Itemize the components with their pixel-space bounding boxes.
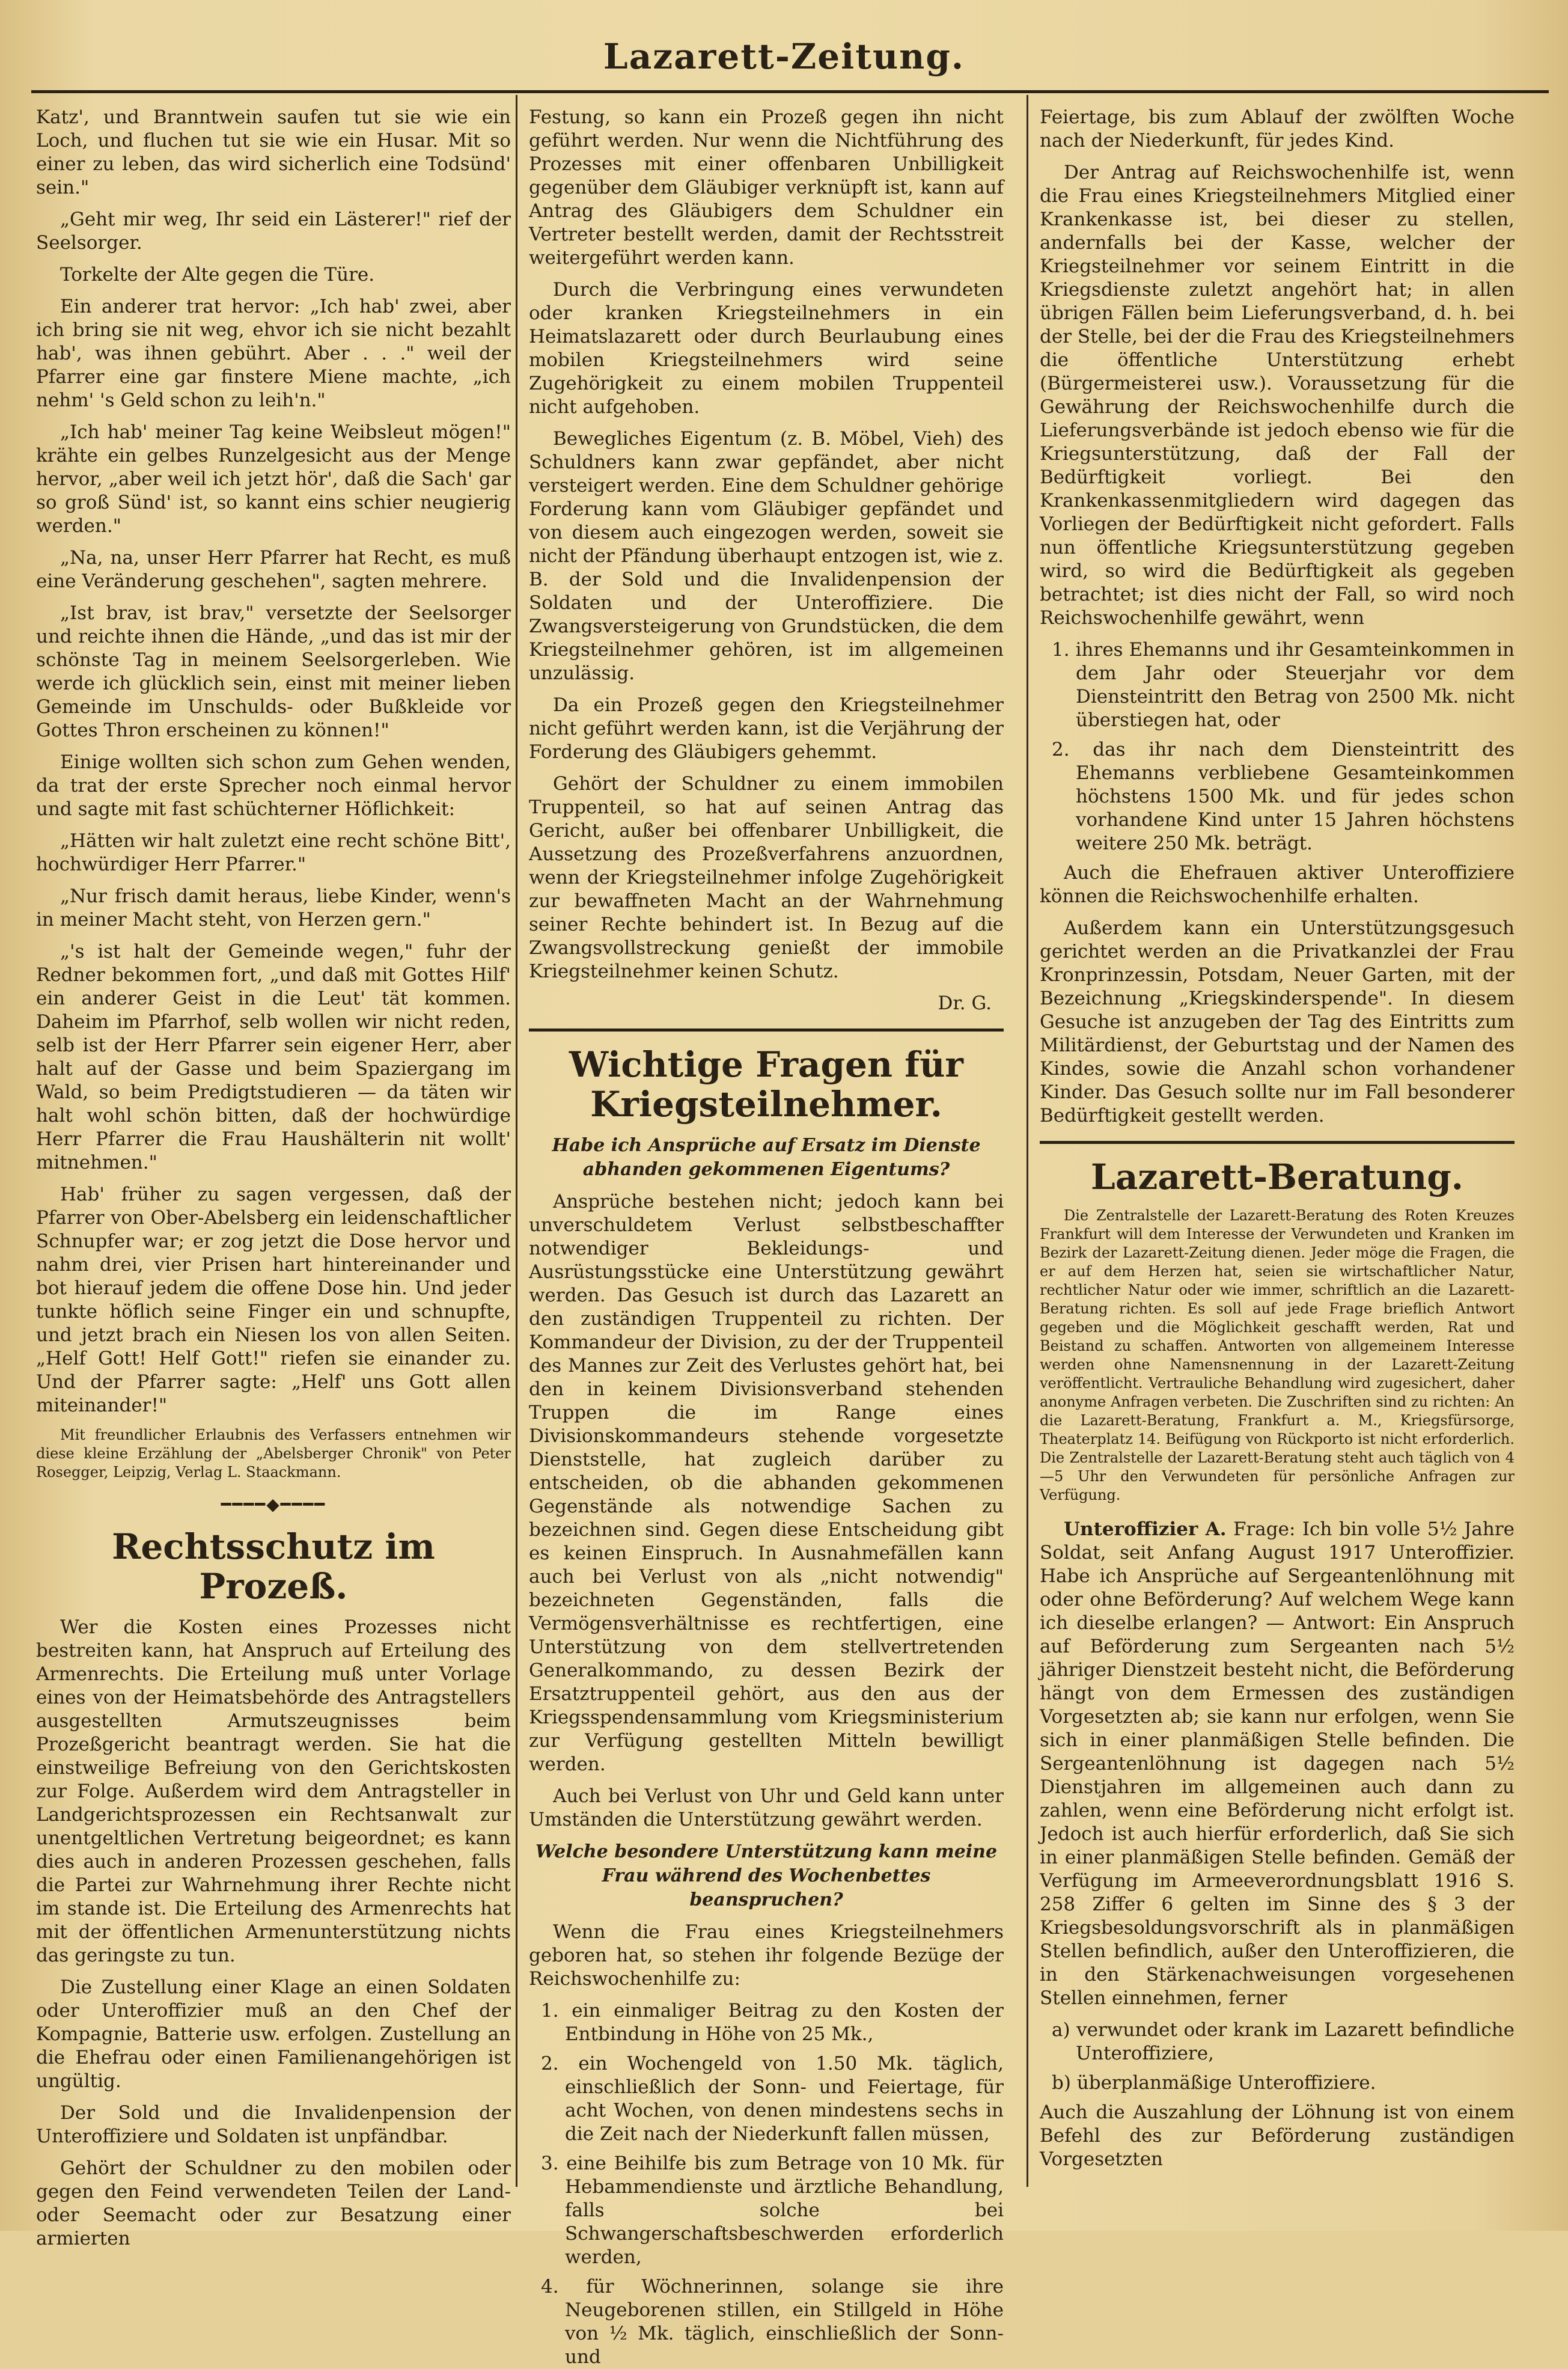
story-paragraph: „Na, na, unser Herr Pfarrer hat Recht, es muß eine Veränderung geschehen", sagten mehrere. (36, 547, 511, 592)
article-paragraph: Festung, so kann ein Prozeß gegen ihn nicht geführt werden. Nur wenn die Nichtführung des Prozesses mit einer offenbaren Unbilligkeit gegenüber dem Gläubiger verknüpft ist, kann auf Antrag des Gläubigers dem Schuldner ein Vertreter bestellt werden, damit der Rechtsstreit weitergeführt werden kann. (529, 106, 1004, 269)
question-answer: Frage: Ich bin volle 5½ Jahre Soldat, seit Anfang August 1917 Unteroffizier. Habe ich Ansprüche auf Sergeantenlöhnung mit oder ohne Beförderung? Auf welchem Wege kann ich dieselbe erlangen? — Antwort: Ein Anspruch auf Beförderung zum Sergeanten nach 5½ jähriger Dienstzeit besteht nicht, die Beförderung hängt von dem Ermessen des zuständigen Vorgesetzten ab; sie kann nur erfolgen, wenn Sie sich in einer planmäßigen Stelle befinden. Die Sergeantenlöhnung ist dagegen nach 5½ Dienstjahren im allgemeinen auch dann zu zahlen, wenn eine Beförderung nicht erfolgt ist. Jedoch ist auch hierfür erforderlich, daß Sie sich in einer planmäßigen Stelle befinden. Gemäß der Verfügung im Armeeverordnungsblatt 1916 S. 258 Ziffer 6 gelten im Sinne des § 3 der Kriegsbesoldungsvorschrift als in planmäßigen Stellen befindlich, außer den Unteroffizieren, die in den Stärkenachweisungen vorgesehenen Stellen einnehmen, ferner (1040, 1518, 1515, 2009)
article-paragraph: Feiertage, bis zum Ablauf der zwölften Woche nach der Niederkunft, für jedes Kind. (1040, 106, 1515, 151)
list-item: 3. eine Beihilfe bis zum Betrage von 10 Mk. für Hebammendienste und ärztliche Behandlung, falls solche bei Schwangerschaftsbeschwerden erforderlich werden, (541, 2153, 1004, 2268)
article-paragraph: Auch die Ehefrauen aktiver Unteroffiziere können die Reichswochenhilfe erhalten. (1040, 862, 1515, 907)
question-heading: Habe ich Ansprüche auf Ersatz im Dienste abhanden gekommenen Eigentums? (552, 1135, 981, 1180)
column-1 (36, 106, 511, 2249)
article-paragraph: Der Sold und die Invalidenpension der Unteroffiziere und Soldaten ist unpfändbar. (36, 2102, 511, 2147)
article-paragraph: Außerdem kann ein Unterstützungsgesuch gerichtet werden an die Privatkanzlei der Frau Kronprinzessin, Potsdam, Neuer Garten, mit der Bezeichnung „Kriegskinderspende". In diesem Gesuche ist anzugeben der Tag des Eintritts zum Militärdienst, der Geburtstag und der Namen des Kindes, sowie die Anzahl schon vorhandener Kinder. Das Gesuch sollte nur im Fall besonderer Bedürftigkeit gestellt werden. (1040, 917, 1515, 1126)
list-item: 2. ein Wochengeld von 1.50 Mk. täglich, einschließlich der Sonn- und Feiertage, für acht Wochen, von denen mindestens sechs in die Zeit nach der Niederkunft fallen müssen, (541, 2053, 1004, 2145)
story-paragraph: Einige wollten sich schon zum Gehen wenden, da trat der erste Sprecher noch einmal hervor und sagte mit fast schüchterner Höflichkeit: (36, 751, 511, 820)
article-paragraph: Gehört der Schuldner zu den mobilen oder gegen den Feind verwendeten Teilen der Land- oder Seemacht oder zur Besatzung einer armierten (36, 2157, 511, 2249)
list-item: 1. ihres Ehemanns und ihr Gesamteinkommen in dem Jahr oder Steuerjahr vor dem Diensteintritt den Betrag von 2500 Mk. nicht überstiegen hat, oder (1052, 639, 1515, 731)
article-paragraph: Auch die Auszahlung der Löhnung ist von einem Befehl des zur Beförderung zuständigen Vorgesetzten (1040, 2102, 1515, 2170)
story-paragraph: Torkelte der Alte gegen die Türe. (60, 264, 375, 286)
story-paragraph: „'s ist halt der Gemeinde wegen," fuhr der Redner bekommen fort, „und daß mit Gottes Hilf' ein anderer Geist in die Leut' tät kommen. Daheim im Pfarrhof, selb wollen wir nicht reden, selb ist der Herr Pfarrer sein eigener Herr, aber halt auf der Gasse und beim Spaziergang im Wald, so beim Predigtstudieren — da täten wir halt wohl schön bitten, daß der hochwürdige Herr Pfarrer die Frau Haushälterin nit wollt' mitnehmen." (36, 941, 511, 1173)
list-item: 2. das ihr nach dem Diensteintritt des Ehemanns verbliebene Gesamteinkommen höchstens 1500 Mk. und für jedes schon vorhandene Kind unter 15 Jahren höchstens weitere 250 Mk. beträgt. (1052, 739, 1515, 854)
question-heading: Welche besondere Unterstützung kann meine Frau während des Wochenbettes beanspruchen? (535, 1841, 998, 1910)
answer-paragraph: Auch bei Verlust von Uhr und Geld kann unter Umständen die Unterstützung gewährt werden. (529, 1785, 1004, 1830)
beratung-notice: Die Zentralstelle der Lazarett-Beratung des Roten Kreuzes Frankfurt will dem Interesse der Verwundeten und Kranken im Bezirk der Lazarett-Zeitung dienen. Jeder möge die Fragen, die er auf dem Herzen hat, seien sie wirtschaftlicher Natur, rechtlicher Natur oder wie immer, schriftlich an die Lazarett-Beratung richten. Es soll auf jede Frage brieflich Antwort gegeben und die Möglichkeit geschafft werden, Rat und Beistand zu schaffen. Antworten von allgemeinem Interesse werden ohne Namensnennung in der Lazarett-Zeitung veröffentlicht. Vertrauliche Behandlung wird zugesichert, daher anonyme Anfragen verbeten. Die Zuschriften sind zu richten: An die Lazarett-Beratung, Frankfurt a. M., Kriegsfürsorge, Theaterplatz 14. Beifügung von Rückporto ist nicht erforderlich. Die Zentralstelle der Lazarett-Beratung steht auch täglich von 4—5 Uhr den Verwundeten für persönliche Anfragen zur Verfügung. (1040, 1207, 1515, 1503)
story-paragraph: Ein anderer trat hervor: „Ich hab' zwei, aber ich bring sie nit weg, ehvor ich sie nicht bezahlt hab', was ihnen gebührt. Aber . . ." weil der Pfarrer eine gar finstere Miene machte, „ich nehm' 's Geld schon zu leih'n." (36, 296, 511, 411)
answer-paragraph: Ansprüche bestehen nicht; jedoch kann bei unverschuldetem Verlust selbstbeschaffter notwendiger Bekleidungs- und Ausrüstungsstücke eine Unterstützung gewährt werden. Das Gesuch ist durch das Lazarett an den zuständigen Truppenteil zu richten. Der Kommandeur der Division, zu der der Truppenteil des Mannes zur Zeit des Verlustes gehört hat, bei den in keinem Divisionsverband stehenden Truppen die im Range eines Divisionskommandeurs stehende vorgesetzte Dienststelle, hat zugleich darüber zu entscheiden, ob die abhanden gekommenen Gegenstände als notwendige Sachen zu bezeichnen sind. Gegen diese Entscheidung gibt es keinen Einspruch. In Ausnahmefällen kann auch bei Verlust von als „nicht notwendig" bezeichneten Gegenständen, falls die Vermögensverhältnisse es rechtfertigen, eine Unterstützung von dem stellvertretenden Generalkommando, zu dessen Bezirk der Ersatztruppenteil gehört, aus den aus der Kriegsspendensammlung vom Kriegsministerium zur Verfügung gestellten Mitteln bewilligt werden. (529, 1191, 1004, 1775)
article-paragraph: Gehört der Schuldner zu einem immobilen Truppenteil, so hat auf seinen Antrag das Gericht, außer bei offenbarer Unbilligkeit, die Aussetzung des Prozeßverfahrens anzuordnen, wenn der Kriegsteilnehmer infolge Zugehörigkeit zur bewaffneten Macht an der Wahrnehmung seiner Rechte behindert ist. In Bezug auf die Zwangsvollstreckung genießt der immobile Kriegsteilnehmer keinen Schutz. (529, 773, 1004, 982)
article-paragraph: Da ein Prozeß gegen den Kriegsteilnehmer nicht geführt werden kann, ist die Verjährung der Forderung des Gläubigers gehemmt. (529, 694, 1004, 763)
story-paragraph: Hab' früher zu sagen vergessen, daß der Pfarrer von Ober-Abelsberg ein leidenschaftlicher Schnupfer war; er zog jetzt die Dose hervor und nahm drei, vier Prisen hart hintereinander und bot hierauf jedem die offene Dose hin. Und jeder tunkte höflich seine Finger ein und schnupfte, und jetzt brach ein Niesen los von allen Seiten. „Helf Gott! Helf Gott!" riefen sie einander zu. Und der Pfarrer sagte: „Helf' uns Gott allen miteinander!" (36, 1184, 511, 1416)
section-rule (529, 1029, 1004, 1032)
article-paragraph: Wer die Kosten eines Prozesses nicht bestreiten kann, hat Anspruch auf Erteilung des Armenrechts. Die Erteilung muß unter Vorlage eines von der Heimatsbehörde des Antragstellers ausgestellten Armutszeugnisses beim Prozeßgericht beantragt werden. Sie hat die einstweilige Befreiung von den Gerichtskosten zur Folge. Außerdem wird dem Antragsteller in Landgerichtsprozessen ein Rechtsanwalt zur unentgeltlichen Vertretung beigeordnet; es kann dies auch in anderen Prozessen geschehen, falls die Partei zur Wahrnehmung ihrer Rechte nicht im stande ist. Die Erteilung des Armenrechts hat mit der öffentlichen Armenunterstützung nichts das geringste zu tun. (36, 1616, 511, 1966)
story-paragraph: „Hätten wir halt zuletzt eine recht schöne Bitt', hochwürdiger Herr Pfarrer." (36, 830, 511, 875)
column-3 (1040, 106, 1515, 2186)
answer-paragraph: Wenn die Frau eines Kriegsteilnehmers geboren hat, so stehen ihr folgende Bezüge der Reichswochenhilfe zu: (529, 1921, 1004, 1990)
article-heading-fragen: Wichtige Fragen für Kriegsteilnehmer. (569, 1044, 963, 1125)
author-signature: Dr. G. (938, 992, 992, 1014)
story-paragraph: „Nur frisch damit heraus, liebe Kinder, wenn's in meiner Macht steht, von Herzen gern." (36, 885, 511, 931)
story-paragraph: Katz', und Branntwein saufen tut sie wie ein Loch, und fluchen tut sie wie ein Husar. Mit so einer zu leben, das wird sicherlich eine Todsünd' sein." (36, 106, 511, 198)
story-paragraph: „Ich hab' meiner Tag keine Weibsleut mögen!" krähte ein gelbes Runzelgesicht aus der Menge hervor, „aber weil ich jetzt hör', daß die Sach' gar so groß Sünd' ist, so kannt eins schier neugierig werden." (36, 421, 511, 537)
story-paragraph: „Ist brav, ist brav," versetzte der Seelsorger und reichte ihnen die Hände, „und das ist mir der schönste Tag in meinem Seelsorgerleben. Wie werde ich glücklich sein, einst mit meiner lieben Gemeinde im Unschulds- oder Bußkleide vor Gottes Thron erscheinen zu können!" (36, 602, 511, 741)
article-paragraph: Durch die Verbringung eines verwundeten oder kranken Kriegsteilnehmers in ein Heimatslazarett oder durch Beurlaubung eines mobilen Kriegsteilnehmers wird seine Zugehörigkeit zu einem mobilen Truppenteil nicht aufgehoben. (529, 279, 1004, 418)
ornament-divider: ━━━━◆━━━━ (221, 1494, 326, 1514)
article-paragraph: Der Antrag auf Reichswochenhilfe ist, wenn die Frau eines Kriegsteilnehmers Mitglied einer Krankenkasse ist, bei dieser zu stellen, andernfalls bei der Kasse, welcher der Kriegsteilnehmer vor seinem Eintritt in die Kriegsdienste zuletzt angehört hat; in allen übrigen Fällen beim Lieferungsverband, d. h. bei der Stelle, bei der die Frau des Kriegsteilnehmers die öffentliche Unterstützung erhebt (Bürgermeisterei usw.). Voraussetzung für die Gewährung der Reichswochenhilfe durch die Lieferungsverbände ist jedoch ebenso wie für die Kriegsunterstützung, daß der Fall der Bedürftigkeit vorliegt. Bei den Krankenkassenmitgliedern wird dagegen das Vorliegen der Bedürftigkeit nicht gefordert. Falls nun öffentliche Kriegsunterstützung gegeben wird, so wird die Bedürftigkeit als gegeben betrachtet; ist dies nicht der Fall, so wird noch Reichswochenhilfe gewährt, wenn (1040, 162, 1515, 629)
column-2 (529, 106, 1004, 2368)
article-heading-beratung: Lazarett-Beratung. (1091, 1157, 1463, 1197)
article-paragraph: Bewegliches Eigentum (z. B. Möbel, Vieh) des Schuldners kann zwar gepfändet, aber nicht versteigert werden. Eine dem Schuldner gehörige Forderung kann vom Gläubiger gepfändet und von diesem auch eingezogen werden, soweit sie nicht der Pfändung überhaupt entzogen ist, wie z. B. der Sold und die Invalidenpension der Soldaten und der Unteroffiziere. Die Zwangsversteigerung von Grundstücken, die dem Kriegsteilnehmer gehören, ist im allgemeinen unzulässig. (529, 428, 1004, 684)
list-item: b) überplanmäßige Unteroffiziere. (1052, 2072, 1376, 2094)
list-item: 1. ein einmaliger Beitrag zu den Kosten der Entbindung in Höhe von 25 Mk., (541, 2000, 1004, 2045)
list-item: 4. für Wöchnerinnen, solange sie ihre Neugeborenen stillen, ein Stillgeld in Höhe von ½ Mk. täglich, einschließlich der Sonn- und (541, 2276, 1004, 2368)
masthead-title: Lazarett-Zeitung. (603, 36, 965, 77)
question-label: Unteroffizier A. (1064, 1518, 1227, 1540)
column-divider (516, 95, 517, 2187)
list-item: a) verwundet oder krank im Lazarett befindliche Unteroffiziere, (1052, 2019, 1515, 2064)
column-divider (1027, 95, 1028, 2187)
article-paragraph: Die Zustellung einer Klage an einen Soldaten oder Unteroffizier muß an den Chef der Kompagnie, Batterie usw. erfolgen. Zustellung an die Ehefrau oder einen Familienangehörigen ist ungültig. (36, 1976, 511, 2092)
section-rule (1040, 1141, 1515, 1144)
article-heading-rechtsschutz: Rechtsschutz im Prozeß. (112, 1526, 435, 1607)
story-paragraph: „Geht mir weg, Ihr seid ein Lästerer!" rief der Seelsorger. (36, 209, 511, 254)
source-note: Mit freundlicher Erlaubnis des Verfassers entnehmen wir diese kleine Erzählung der „Abelsberger Chronik" von Peter Rosegger, Leipzig, Verlag L. Staackmann. (36, 1426, 511, 1481)
masthead-rule (31, 90, 1549, 93)
